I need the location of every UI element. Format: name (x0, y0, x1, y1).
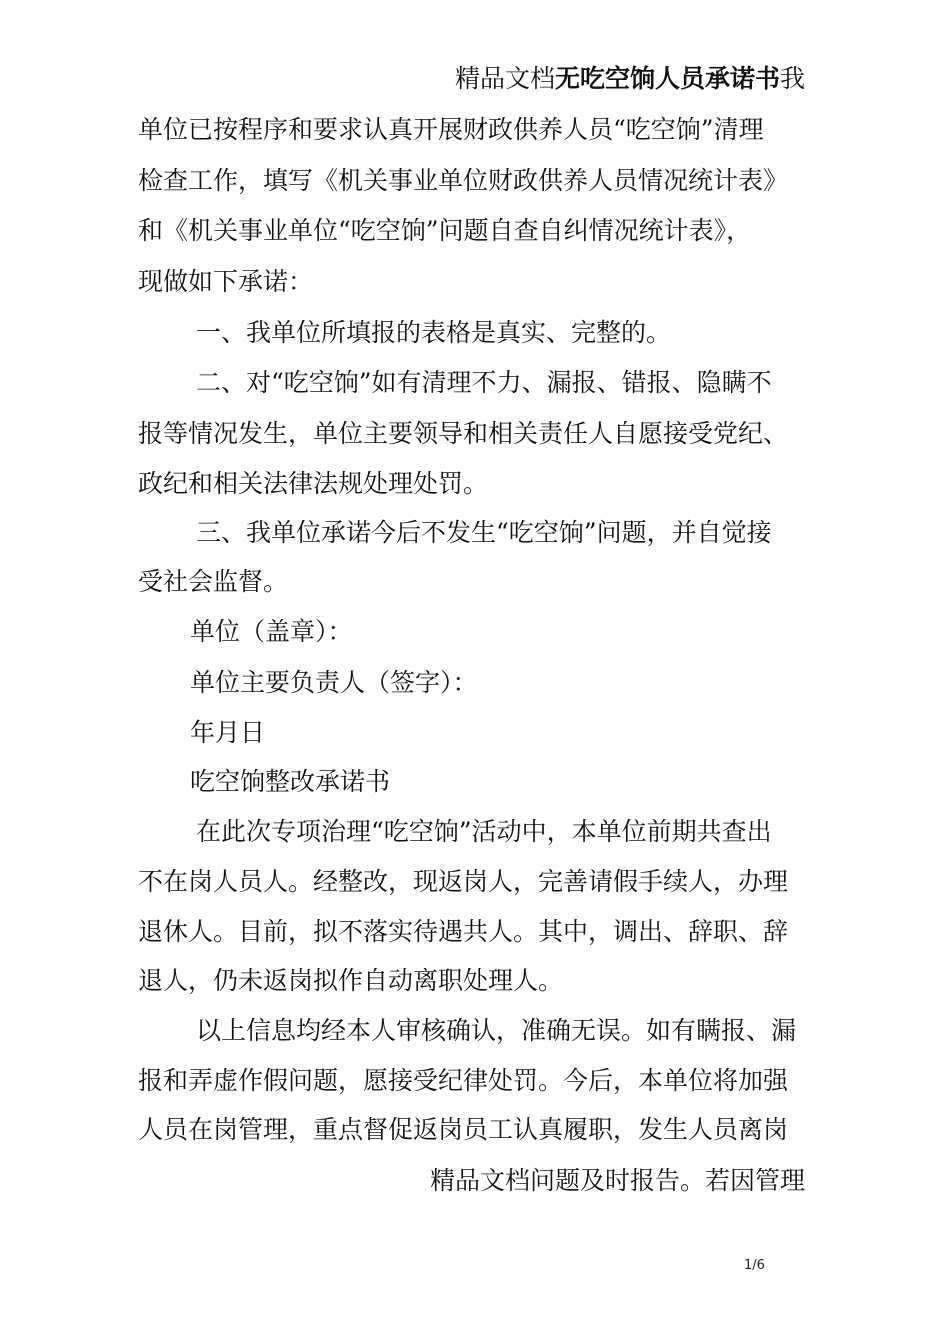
document-title: 无吃空饷人员承诺书 (554, 64, 780, 93)
seal-line: 单位（盖章）： (190, 617, 353, 646)
body-line-10: 受社会监督。 (138, 567, 289, 596)
body-line-18: 退人，仍未返岗拟作自动离职处理人。 (138, 966, 564, 995)
body-line-3: 和《机关事业单位“吃空饷”问题自查自纠情况统计表》， (138, 216, 752, 245)
body-line-19: 以上信息均经本人审核确认，准确无误。如有瞒报、漏 (196, 1016, 797, 1045)
body-line-9: 三、我单位承诺今后不发生“吃空饷”问题，并自觉接 (196, 518, 772, 547)
body-line-7: 报等情况发生，单位主要领导和相关责任人自愿接受党纪、 (138, 419, 789, 448)
section-title: 吃空饷整改承诺书 (190, 767, 391, 796)
header-line (455, 63, 805, 95)
body-line-6: 二、对“吃空饷”如有清理不力、漏报、错报、隐瞒不 (196, 368, 772, 397)
date-line: 年月日 (190, 718, 266, 747)
footer-line: 精品文档问题及时报告。若因管理 (429, 1166, 805, 1195)
page-number: 1/6 (744, 1258, 765, 1273)
header-watermark: 精品文档 (454, 64, 555, 93)
body-line-2: 检查工作，填写《机关事业单位财政供养人员情况统计表》 (138, 166, 789, 195)
signature-line: 单位主要负责人（签字）： (190, 668, 478, 697)
header-tail: 我 (779, 64, 805, 93)
body-line-8: 政纪和相关法律法规处理处罚。 (138, 469, 489, 498)
body-line-16: 不在岗人员人。经整改，现返岗人，完善请假手续人，办理 (138, 867, 789, 896)
body-line-17: 退休人。目前，拟不落实待遇共人。其中，调出、辞职、辞 (138, 917, 789, 946)
body-line-1: 单位已按程序和要求认真开展财政供养人员“吃空饷”清理 (138, 115, 764, 144)
body-line-4: 现做如下承诺： (138, 267, 314, 296)
body-line-15: 在此次专项治理“吃空饷”活动中，本单位前期共查出 (196, 817, 772, 846)
body-line-5: 一、我单位所填报的表格是真实、完整的。 (196, 318, 672, 347)
body-line-21: 人员在岗管理，重点督促返岗员工认真履职，发生人员离岗 (138, 1115, 789, 1144)
body-line-20: 报和弄虚作假问题，愿接受纪律处罚。今后，本单位将加强 (138, 1066, 789, 1095)
